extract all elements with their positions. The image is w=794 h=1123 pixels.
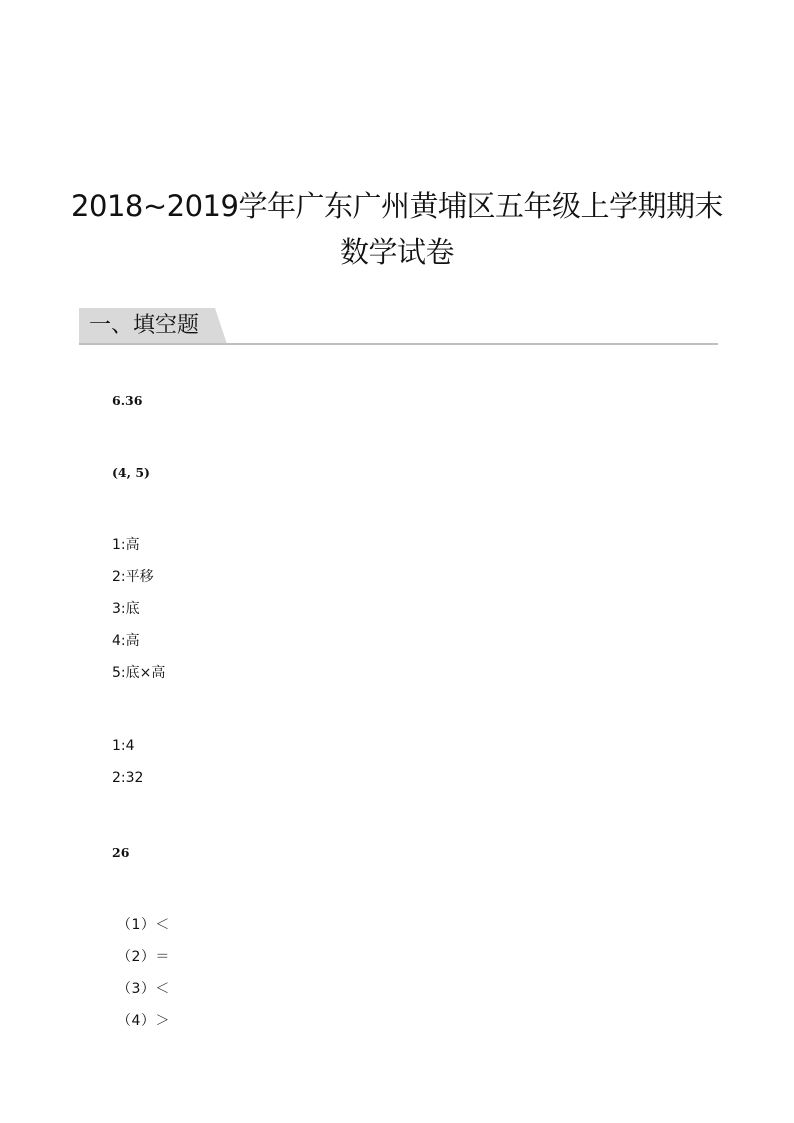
- answer-q4-item: 1:4: [112, 738, 135, 754]
- answer-q6-item: （4）＞: [117, 1013, 170, 1029]
- section-title: 一、填空题: [89, 313, 200, 338]
- answer-q1: 6.36: [112, 393, 143, 408]
- answer-q3-item: 2:平移: [112, 569, 154, 585]
- answer-q6-item: （2）＝: [117, 949, 170, 965]
- answer-q3-item: 5:底×高: [112, 665, 166, 681]
- answer-q2: (4, 5): [112, 465, 150, 480]
- exam-title-line-1: 2018~2019学年广东广州黄埔区五年级上学期期末: [71, 189, 723, 223]
- answer-q3-item: 3:底: [112, 601, 140, 617]
- section-header-fill-in-blank: [79, 308, 718, 345]
- answer-q6-item: （3）＜: [117, 981, 170, 997]
- answer-q4-item: 2:32: [112, 770, 144, 786]
- answer-q6-item: （1）＜: [117, 917, 170, 933]
- exam-title-line-2: 数学试卷: [339, 235, 454, 269]
- exam-title: [0, 183, 794, 275]
- answer-q3-item: 1:高: [112, 537, 140, 553]
- answer-q3-item: 4:高: [112, 633, 140, 649]
- section-divider: [79, 343, 718, 345]
- answer-q5: 26: [112, 845, 130, 860]
